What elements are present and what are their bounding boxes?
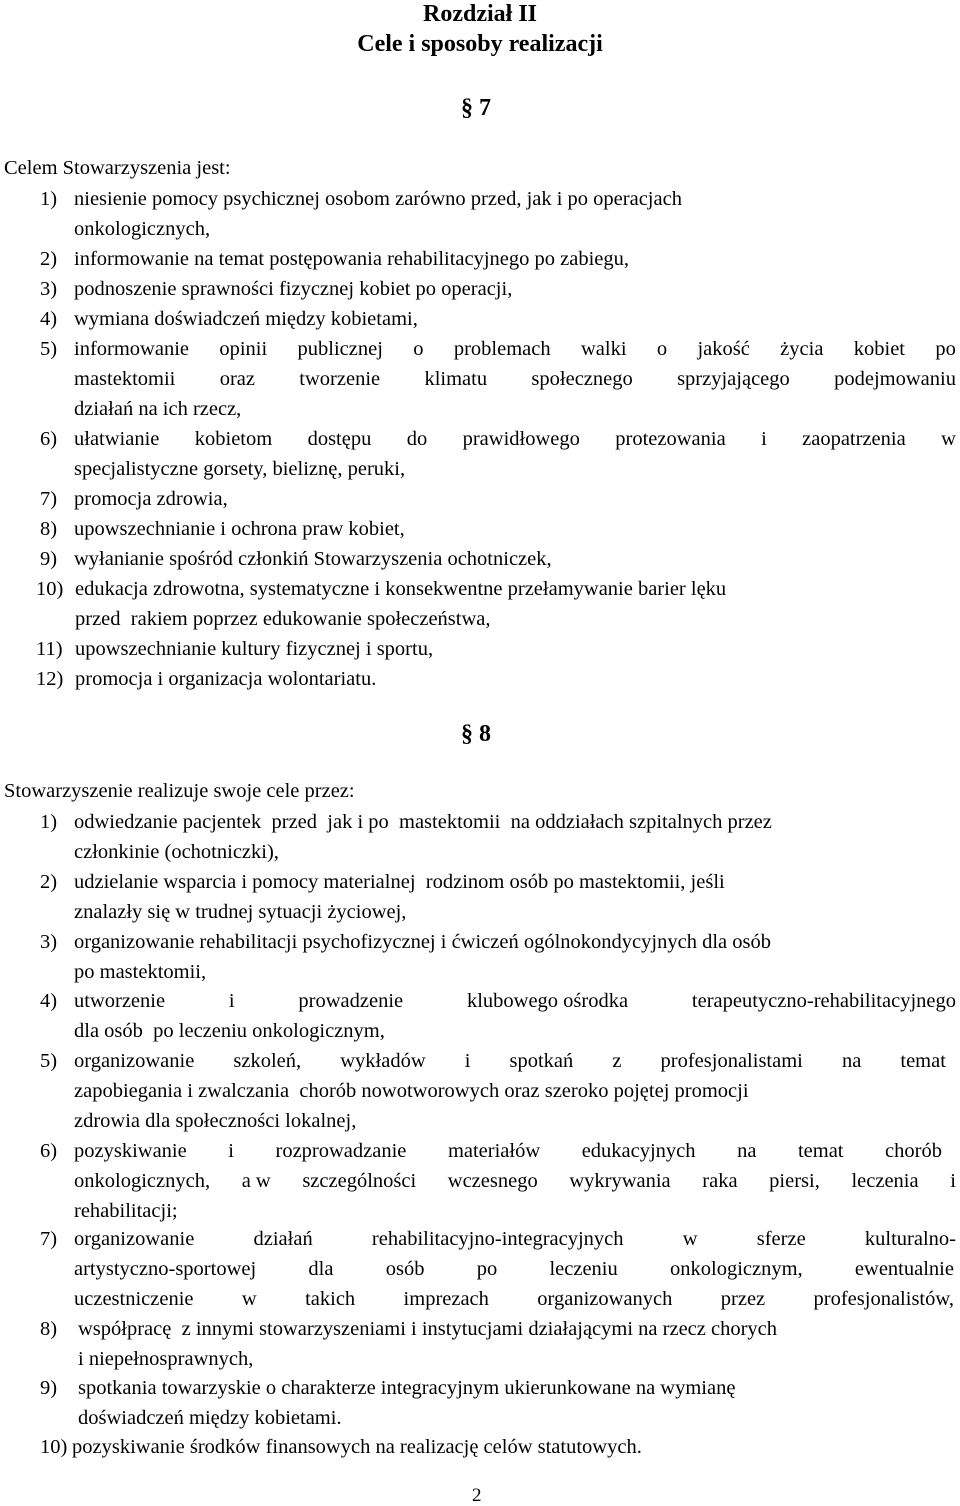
item-text-justified: organizowanie szkoleń, wykładów i spotkań z profesjonalistami na temat <box>74 1050 946 1072</box>
item-text: promocja i organizacja wolontariatu. <box>75 668 377 690</box>
item-number: 12) <box>36 668 64 690</box>
paragraph-7-heading <box>461 96 491 120</box>
paragraph-8-heading <box>461 722 491 746</box>
section-number: 7 <box>479 95 491 121</box>
item-number: 4) <box>40 990 58 1012</box>
item-text: dla osób po leczeniu onkologicznym, <box>74 1020 385 1042</box>
item-text-justified: artystyczno-sportowej dla osób po leczeniu onkologicznym, ewentualnie <box>74 1258 954 1280</box>
item-number: 6) <box>40 428 58 450</box>
item-number: 3) <box>40 278 58 300</box>
item-text: znalazły się w trudnej sytuacji życiowej, <box>74 901 407 923</box>
item-text: edukacja zdrowotna, systematyczne i konsekwentne przełamywanie barier lęku <box>75 578 727 600</box>
item-text: zapobiegania i zwalczania chorób nowotworowych oraz szeroko pojętej promocji <box>74 1080 749 1102</box>
item-text: informowanie na temat postępowania rehabilitacyjnego po zabiegu, <box>74 248 630 270</box>
item-number: 9) <box>40 1377 58 1399</box>
item-number: 8) <box>40 518 58 540</box>
item-text-justified: organizowanie działań rehabilitacyjno-integracyjnych w sferze kulturalno- <box>74 1228 956 1250</box>
item-text: i niepełnosprawnych, <box>78 1348 254 1370</box>
item-number: 1) <box>40 811 58 833</box>
item-text: specjalistyczne gorsety, bieliznę, peruki, <box>74 458 406 480</box>
item-text-justified: utworzenie i prowadzenie klubowego ośrodka terapeutyczno-rehabilitacyjnego <box>74 990 956 1012</box>
section-number: 8 <box>479 721 491 747</box>
item-text: upowszechnianie kultury fizycznej i sportu, <box>75 638 434 660</box>
section-symbol: § <box>461 721 473 747</box>
item-text: spotkania towarzyskie o charakterze integracyjnym ukierunkowane na wymianę <box>78 1377 736 1399</box>
item-text: po mastektomii, <box>74 961 207 983</box>
item-text: upowszechnianie i ochrona praw kobiet, <box>74 518 405 540</box>
item-text: udzielanie wsparcia i pomocy materialnej rodzinom osób po mastektomii, jeśli <box>74 871 725 893</box>
item-number: 2) <box>40 248 58 270</box>
item-number: 8) <box>40 1318 58 1340</box>
item-text: członkinie (ochotniczki), <box>74 841 279 863</box>
item-number: 4) <box>40 308 58 330</box>
item-number: 7) <box>40 1228 58 1250</box>
item-text: doświadczeń między kobietami. <box>78 1407 342 1429</box>
item-number: 3) <box>40 931 58 953</box>
chapter-title: Rozdział II <box>423 1 537 27</box>
chapter-subtitle: Cele i sposoby realizacji <box>357 31 603 57</box>
item-text: współpracę z innymi stowarzyszeniami i instytucjami działającymi na rzecz chorych <box>78 1318 778 1340</box>
item-number: 6) <box>40 1140 58 1162</box>
section-7-intro: Celem Stowarzyszenia jest: <box>4 157 231 179</box>
item-number: 7) <box>40 488 58 510</box>
item-text-justified: onkologicznych, a w szczególności wczesnego wykrywania raka piersi, leczenia i <box>74 1170 956 1192</box>
item-number: 10) <box>40 1436 68 1458</box>
item-number: 2) <box>40 871 58 893</box>
item-text: onkologicznych, <box>74 218 211 240</box>
page-number: 2 <box>472 1485 482 1506</box>
item-text: działań na ich rzecz, <box>74 398 242 420</box>
item-text: niesienie pomocy psychicznej osobom zarówno przed, jak i po operacjach <box>74 188 682 210</box>
item-text: promocja zdrowia, <box>74 488 228 510</box>
section-8-intro: Stowarzyszenie realizuje swoje cele przez: <box>4 780 355 802</box>
item-number: 1) <box>40 188 58 210</box>
item-number: 9) <box>40 548 58 570</box>
item-number: 5) <box>40 338 58 360</box>
item-number: 5) <box>40 1050 58 1072</box>
item-text: organizowanie rehabilitacji psychofizycznej i ćwiczeń ogólnokondycyjnych dla osób <box>74 931 771 953</box>
item-text: odwiedzanie pacjentek przed jak i po mastektomii na oddziałach szpitalnych przez <box>74 811 772 833</box>
section-symbol: § <box>461 95 473 121</box>
item-text-justified: pozyskiwanie i rozprowadzanie materiałów edukacyjnych na temat chorób <box>74 1140 942 1162</box>
item-text: wymiana doświadczeń między kobietami, <box>74 308 418 330</box>
item-text: przed rakiem poprzez edukowanie społeczeństwa, <box>75 608 491 630</box>
item-number: 11) <box>36 638 63 660</box>
item-text-justified: ułatwianie kobietom dostępu do prawidłowego protezowania i zaopatrzenia w <box>74 428 956 450</box>
item-text: pozyskiwanie środków finansowych na realizację celów statutowych. <box>72 1436 642 1458</box>
item-text: podnoszenie sprawności fizycznej kobiet po operacji, <box>74 278 513 300</box>
item-text: wyłanianie spośród członkiń Stowarzyszenia ochotniczek, <box>74 548 552 570</box>
item-text-justified: informowanie opinii publicznej o problemach walki o jakość życia kobiet po <box>74 338 956 360</box>
item-text-justified: uczestniczenie w takich imprezach organizowanych przez profesjonalistów, <box>74 1288 954 1310</box>
item-text: rehabilitacji; <box>74 1200 178 1222</box>
item-text-justified: mastektomii oraz tworzenie klimatu społecznego sprzyjającego podejmowaniu <box>74 368 956 390</box>
item-number: 10) <box>36 578 64 600</box>
item-text: zdrowia dla społeczności lokalnej, <box>74 1110 357 1132</box>
